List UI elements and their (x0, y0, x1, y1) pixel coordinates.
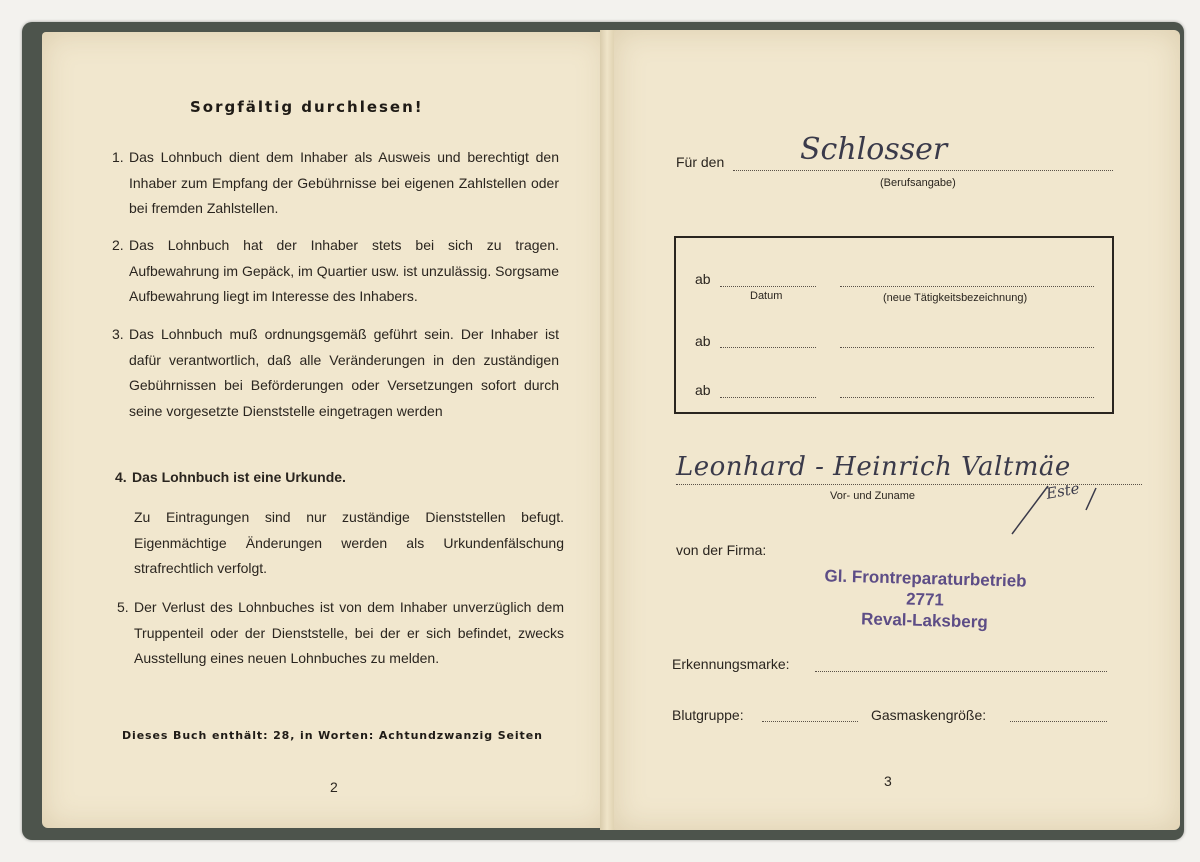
datum-label: Datum (750, 290, 783, 302)
date-line (720, 397, 816, 398)
occupation-handwritten: Schlosser (800, 132, 948, 167)
date-line (720, 286, 816, 287)
page-count-note: Dieses Buch enthält: 28, in Worten: Achtundzwanzig Seiten (122, 729, 543, 742)
date-line (720, 347, 816, 348)
name-label: Vor- und Zuname (830, 490, 915, 502)
ab-label: ab (695, 382, 711, 398)
list-item: 2. Das Lohnbuch hat der Inhaber stets bei sich zu tragen. Aufbewahrung im Gepäck, im Quartier usw. ist unzulässig. Sorgsame Aufbewahrung liegt im Interesse des Inhabers. (112, 237, 559, 304)
page-number: 2 (330, 779, 338, 795)
berufsangabe-label: (Berufsangabe) (880, 177, 956, 189)
job-line (840, 286, 1094, 287)
ab-label: ab (695, 333, 711, 349)
list-item: 4. Das Lohnbuch ist eine Urkunde. (115, 469, 346, 485)
company-stamp (774, 564, 1076, 635)
gasmaske-label: Gasmaskengröße: (871, 707, 987, 723)
nationality-mark-handwritten: Este (1044, 479, 1081, 503)
job-line (840, 347, 1094, 348)
firma-label: von der Firma: (676, 542, 767, 558)
dotted-line (733, 170, 1113, 171)
list-item: 3. Das Lohnbuch muß ordnungsgemäß geführt sein. Der Inhaber ist dafür verantwortlich, daß alle Veränderungen in den zuständigen Gebührnissen bei Beförderungen oder Versetzungen sofort durch seine vorgesetzte Dienststelle eingetragen werden (112, 326, 559, 419)
instructions-title: Sorgfältig durchlesen! (190, 98, 424, 116)
stamp-line-number: 2771 (905, 589, 945, 610)
job-change-box (674, 236, 1114, 414)
list-item: Zu Eintragungen sind nur zuständige Dienststellen befugt. Eigenmächtige Änderungen werden als Urkundenfälschung strafrechtlich verfolgt. (134, 509, 564, 576)
blutgruppe-line (762, 721, 858, 722)
gasmaske-line (1010, 721, 1107, 722)
stamp-line-location: Reval-Laksberg (860, 609, 988, 632)
job-line (840, 397, 1094, 398)
holder-name-handwritten: Leonhard - Heinrich Valtmäe (676, 452, 1071, 482)
fuer-den-label: Für den (676, 154, 725, 170)
ab-label: ab (695, 271, 711, 287)
blutgruppe-label: Blutgruppe: (672, 707, 744, 723)
page-number: 3 (884, 773, 892, 789)
list-item: 1. Das Lohnbuch dient dem Inhaber als Ausweis und berechtigt den Inhaber zum Empfang der Gebührnisse bei eigenen Zahlstellen oder bei fremden Zahlstellen. (112, 149, 559, 216)
list-item: 5. Der Verlust des Lohnbuches ist von dem Inhaber unverzüglich dem Truppenteil oder der Dienststelle, bei der er sich befindet, zwecks Ausstellung eines neuen Lohnbuches zu melden. (117, 599, 564, 666)
taetigkeit-label: (neue Tätigkeitsbezeichnung) (883, 292, 1028, 304)
erkennungsmarke-line (815, 671, 1107, 672)
erkennungsmarke-label: Erkennungsmarke: (672, 656, 790, 672)
stamp-line-company: Gl. Frontreparaturbetrieb (824, 566, 1027, 591)
